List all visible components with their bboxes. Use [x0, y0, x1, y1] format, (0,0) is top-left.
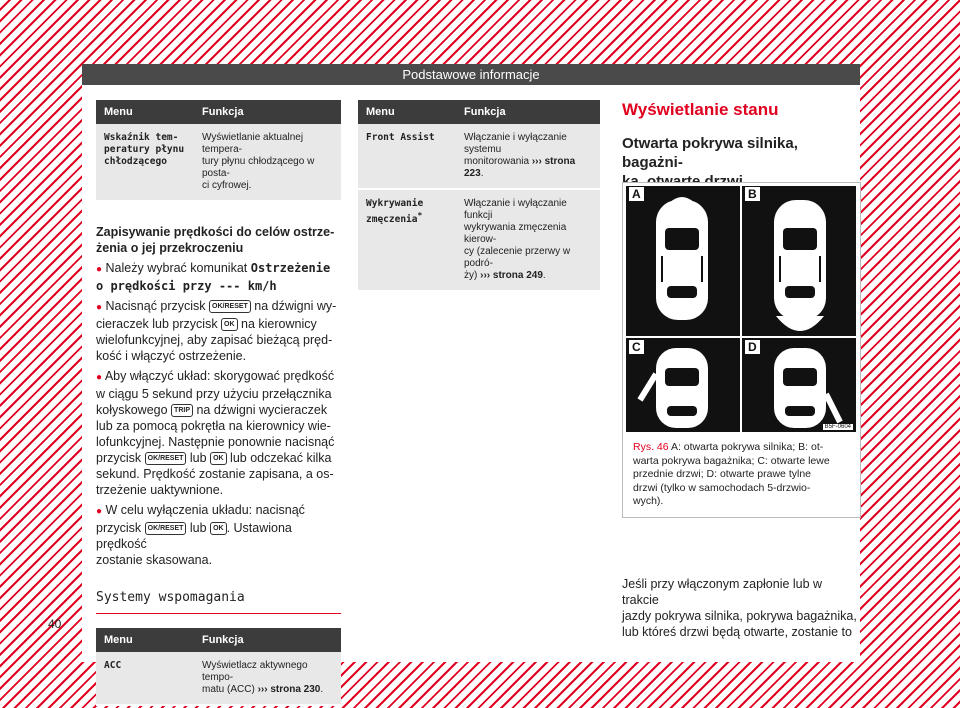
- ok-reset-key-icon: OK/RESET: [145, 522, 187, 535]
- table-cell-menu: ACC: [96, 652, 194, 705]
- table-header-menu: Menu: [96, 100, 194, 124]
- bullet-icon: ●: [96, 506, 103, 517]
- bullet-text: na dźwigni wy- cieraczek lub przycisk: [96, 299, 337, 331]
- panel-label-d: D: [745, 340, 760, 354]
- section-heading: Zapisywanie prędkości do celów ostrze- żenia o jej przekroczeniu: [96, 225, 335, 255]
- cell-text: Włączanie i wyłączanie systemu monitorowania: [464, 132, 567, 167]
- panel-label-a: A: [629, 187, 644, 201]
- bullet-item: [96, 502, 341, 568]
- page-reference-link[interactable]: ››› strona 249: [480, 270, 543, 281]
- page-header: [82, 64, 860, 85]
- table-row: [358, 189, 600, 291]
- bullet-item: [96, 368, 341, 498]
- cell-text: .: [542, 270, 546, 281]
- table-cell-funkcja: [456, 189, 600, 291]
- table-cell-funkcja: Wyświetlanie aktualnej tempera- tury płynu chłodzącego w posta- ci cyfrowej.: [194, 124, 341, 201]
- menu-table-1: [96, 100, 341, 202]
- ok-key-icon: OK: [210, 522, 227, 535]
- menu-table-2: [96, 628, 341, 706]
- figure-caption: [623, 435, 860, 517]
- table-header-funkcja: Funkcja: [194, 100, 341, 124]
- page-reference-link[interactable]: ››› strona 230: [257, 684, 321, 695]
- bullet-text: lub odczekać kilka sekund. Prędkość zostanie zapisana, a os- trzeżenie uaktywnione.: [96, 451, 334, 497]
- bullet-icon: ●: [96, 264, 103, 275]
- bullet-icon: ●: [96, 302, 103, 313]
- table-cell-funkcja: [456, 124, 600, 189]
- cell-text: .: [480, 168, 484, 179]
- ok-reset-key-icon: OK/RESET: [209, 300, 251, 313]
- section-title-status: Wyświetlanie stanu: [622, 100, 779, 119]
- bullet-text: lub: [186, 451, 211, 465]
- cell-text: Wyświetlacz aktywnego tempo- matu (ACC): [202, 660, 308, 695]
- table-cell-funkcja: [194, 652, 341, 705]
- bullet-text: na kierownicy wielofunkcyjnej, aby zapisać bieżącą pręd- kość i włączyć ostrzeżenie.: [96, 317, 333, 363]
- ok-key-icon: OK: [221, 318, 238, 331]
- figure-caption-text: A: otwarta pokrywa silnika; B: ot- warta pokrywa bagażnika; C: otwarte lewe przednie drzwi; D: otwarte prawe tylne drzwi (tylko w samochodach 5-drzwio- wych).: [633, 441, 830, 507]
- column-middle: [358, 100, 600, 292]
- table-cell-menu: Front Assist: [358, 124, 456, 189]
- trip-key-icon: TRIP: [171, 404, 193, 417]
- column-left: [96, 100, 341, 706]
- body-text: Jeśli przy włączonym zapłonie lub w trakcie jazdy pokrywa silnika, pokrywa bagażnika, lub któreś drzwi będą otwarte, zostanie to: [622, 577, 857, 639]
- bullet-text: Nacisnąć przycisk: [105, 299, 210, 313]
- table-header-menu: Menu: [96, 628, 194, 652]
- page: [82, 64, 860, 695]
- menu-table-3: [358, 100, 600, 292]
- message-name: Ostrzeżenie o prędkości przy --- km/h: [96, 261, 331, 293]
- bullet-item: [96, 260, 341, 294]
- car-diagram: [626, 186, 856, 432]
- cell-text: .: [320, 684, 324, 695]
- panel-label-b: B: [745, 187, 760, 201]
- bullet-text: Aby włączyć układ: skorygować prędkość w ciągu 5 sekund przy użyciu przełącznika kołyskowego: [96, 369, 335, 417]
- bullet-text: W celu wyłączenia układu: nacisnąć przycisk: [96, 503, 305, 535]
- cell-text: Włączanie i wyłączanie funkcji wykrywania zmęczenia kierow- cy (zalecenie przerwy w podró- ży): [464, 198, 571, 281]
- ok-reset-key-icon: OK/RESET: [145, 452, 187, 465]
- panel-label-c: C: [629, 340, 644, 354]
- page-header-title: Podstawowe informacje: [402, 67, 540, 82]
- table-cell-menu: Wskaźnik tem- peratury płynu chłodzącego: [96, 124, 194, 201]
- cell-text: Wykrywanie zmęczenia: [366, 198, 424, 226]
- footnote-marker: *: [417, 211, 423, 220]
- bullet-text: . Ustawiona prędkość zostanie skasowana.: [96, 521, 292, 567]
- page-number: 40: [48, 617, 62, 631]
- car-a-icon: [656, 197, 708, 320]
- bullet-item: [96, 298, 341, 364]
- bullet-text: lub: [186, 521, 211, 535]
- table-cell-menu: [358, 189, 456, 291]
- car-door-status-illustration: [626, 186, 856, 432]
- table-header-menu: Menu: [358, 100, 456, 124]
- table-row: [96, 124, 341, 201]
- bullet-icon: ●: [96, 372, 103, 383]
- table-header-funkcja: Funkcja: [456, 100, 600, 124]
- page-reference-link[interactable]: ››› strona 223: [464, 156, 576, 179]
- table-row: [96, 652, 341, 705]
- bullet-text: na dźwigni wycieraczek lub za pomocą pokrętła na kierownicy wie- lofunkcyjnej. Następnie ponownie nacisnąć przycisk: [96, 403, 335, 465]
- ok-key-icon: OK: [210, 452, 227, 465]
- car-b-icon: [774, 200, 826, 331]
- section-title-systems: Systemy wspomagania: [96, 590, 341, 614]
- table-row: [358, 124, 600, 189]
- table-header-funkcja: Funkcja: [194, 628, 341, 652]
- figure-46: [622, 182, 861, 518]
- figure-number: Rys. 46: [633, 441, 669, 453]
- figure-code: B5F-0604: [824, 424, 851, 430]
- bullet-text: Należy wybrać komunikat: [105, 261, 251, 275]
- subsection-title: Otwarta pokrywa silnika, bagażni-: [622, 134, 859, 200]
